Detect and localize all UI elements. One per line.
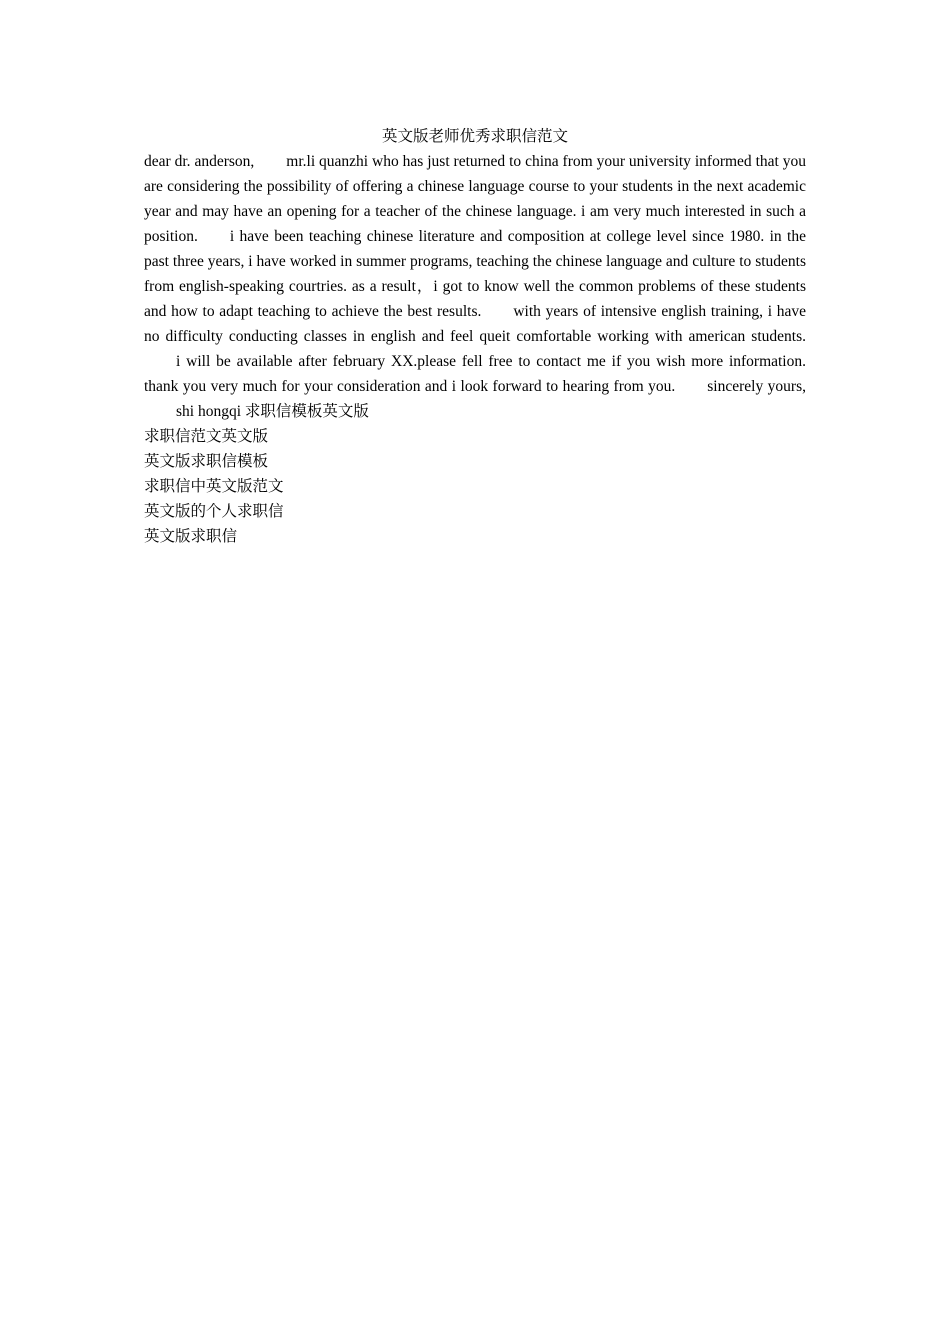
related-item-0[interactable]: 求职信模板英文版 bbox=[244, 403, 369, 420]
letter-paragraph-1: mr.li quanzhi who has just returned to china from your university informed that you are considering the possibility of offering a chinese language course to your students in the next academic year and may have an opening for a teacher of the chinese language. i am very much interested in such a position. bbox=[144, 153, 806, 245]
letter-signature: shi hongqi bbox=[176, 403, 242, 420]
document-page bbox=[144, 124, 806, 549]
related-item-1[interactable]: 求职信范文英文版 bbox=[144, 428, 269, 445]
document-title: 英文版老师优秀求职信范文 bbox=[381, 128, 568, 145]
letter-paragraph-2: i have been teaching chinese literature and composition at college level since 1980. in the past three years, i have worked in summer programs, teaching the chinese language and culture to students from english-speaking courtries. as a result，i got to know well the common problems of these students and how to adapt teaching to achieve the best results. bbox=[144, 228, 806, 320]
related-item-4[interactable]: 英文版的个人求职信 bbox=[144, 503, 284, 520]
letter-body bbox=[144, 149, 806, 424]
letter-closing: sincerely yours, bbox=[707, 378, 806, 395]
letter-paragraph-4: i will be available after february XX.please fell free to contact me if you wish more information. thank you very much for your consideration and i look forward to hearing from you. bbox=[144, 353, 806, 395]
letter-paragraph-3: with years of intensive english training, i have no difficulty conducting classes in english and feel queit comfortable working with american students. bbox=[144, 303, 806, 345]
related-links-list bbox=[144, 424, 806, 549]
letter-salutation: dear dr. anderson, bbox=[144, 153, 255, 170]
related-item-3[interactable]: 求职信中英文版范文 bbox=[144, 478, 284, 495]
related-item-2[interactable]: 英文版求职信模板 bbox=[144, 453, 269, 470]
related-item-5[interactable]: 英文版求职信 bbox=[144, 528, 238, 545]
